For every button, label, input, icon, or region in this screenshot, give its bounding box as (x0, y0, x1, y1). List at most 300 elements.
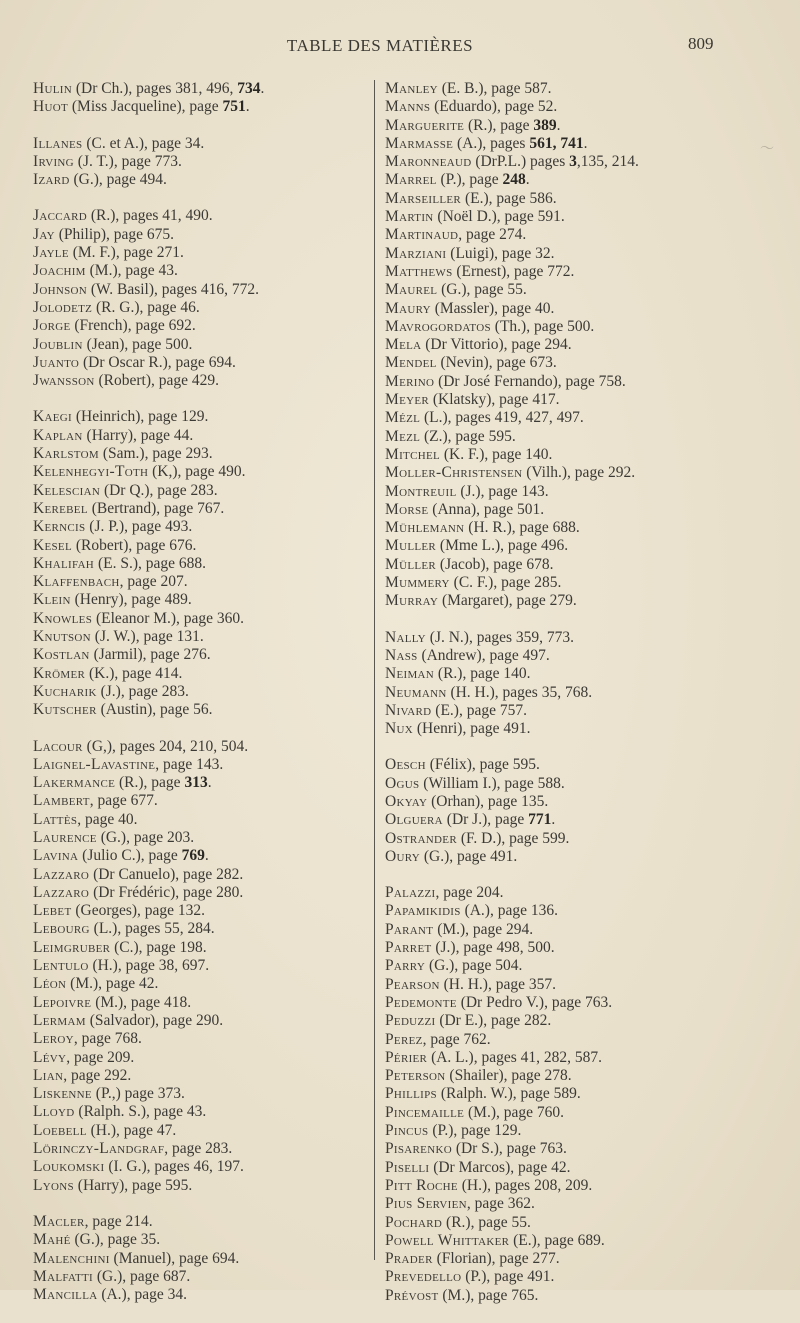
entry-name: Lian (33, 1066, 64, 1084)
entry-name: Okyay (385, 792, 428, 810)
entry-detail: (G,), pages 204, 210, 504. (82, 737, 249, 755)
index-entry (33, 920, 373, 938)
entry-name: Manns (385, 98, 431, 116)
index-entry (385, 464, 785, 482)
index-entry (385, 1049, 785, 1067)
index-section (33, 408, 373, 719)
entry-detail: (G.), page 494. (69, 171, 167, 189)
entry-detail: (Salvador), page 290. (85, 1011, 224, 1029)
entry-bold-page: 771 (528, 811, 552, 829)
entry-detail: , page 283. (164, 1140, 233, 1158)
entry-name: Nally (385, 628, 426, 646)
entry-name: Prader (385, 1250, 433, 1268)
index-entry (385, 574, 785, 592)
index-entry (385, 994, 785, 1012)
entry-detail: (Noël D.), page 591. (433, 208, 565, 226)
entry-bold-page: 389 (533, 116, 557, 134)
entry-tail: . (245, 98, 250, 116)
entry-name: Pius Servien (385, 1195, 467, 1213)
entry-name: Mitchel (385, 445, 440, 463)
entry-name: Lavina (33, 847, 79, 865)
index-column-right (385, 80, 785, 1323)
index-entry (385, 939, 785, 957)
entry-name: Muller (385, 537, 437, 555)
entry-name: Lazzaro (33, 865, 90, 883)
entry-detail: (P.), page 491. (461, 1268, 555, 1286)
index-entry (385, 318, 785, 336)
index-entry (33, 518, 373, 536)
index-entry (33, 792, 373, 810)
entry-name: Kostlan (33, 646, 90, 664)
entry-detail: (H. R.), page 688. (464, 519, 580, 537)
entry-detail: , page 274. (458, 226, 527, 244)
index-entry (33, 354, 373, 372)
entry-detail: (Ralph. W.), page 589. (436, 1085, 581, 1103)
entry-name: Lévy (33, 1048, 67, 1066)
entry-name: Perez (385, 1030, 423, 1048)
index-entry (385, 702, 785, 720)
index-entry (385, 830, 785, 848)
entry-name: Nux (385, 720, 413, 738)
entry-name: Phillips (385, 1085, 437, 1103)
entry-name: Ogus (385, 774, 420, 792)
entry-detail: (Julio C.), page (78, 847, 182, 865)
entry-detail: (A.), pages (453, 134, 530, 152)
entry-name: Mancilla (33, 1286, 98, 1304)
index-entry (385, 391, 785, 409)
entry-name: Huot (33, 98, 69, 116)
entry-detail: (Andrew), page 497. (417, 646, 550, 664)
index-entry (33, 80, 373, 98)
entry-name: Illanes (33, 134, 83, 152)
entry-name: Lebourg (33, 920, 90, 938)
entry-detail: (K,), page 490. (148, 463, 246, 481)
index-entry (385, 483, 785, 501)
entry-detail: (Anna), page 501. (428, 500, 545, 518)
index-entry (385, 775, 785, 793)
index-entry (33, 866, 373, 884)
entry-name: Kaplan (33, 426, 83, 444)
index-entry (33, 262, 373, 280)
index-entry (33, 975, 373, 993)
entry-detail: (M.), page 418. (91, 993, 192, 1011)
index-entry (385, 592, 785, 610)
entry-detail: (Dr E.), page 282. (435, 1012, 552, 1030)
entry-detail: (Florian), page 277. (432, 1250, 560, 1268)
entry-detail: (Vilh.), page 292. (522, 464, 636, 482)
index-entry (33, 463, 373, 481)
entry-detail: (Harry), page 44. (82, 426, 194, 444)
index-entry (385, 1232, 785, 1250)
index-entry (385, 336, 785, 354)
entry-detail: (French), page 692. (70, 317, 196, 335)
entry-name: Leroy (33, 1030, 74, 1048)
index-section (385, 884, 785, 1305)
index-entry (33, 756, 373, 774)
entry-detail: (Dr Ch.), pages 381, 496, (71, 80, 238, 97)
index-entry (385, 153, 785, 171)
index-entry (385, 300, 785, 318)
entry-name: Mezl (385, 427, 421, 445)
index-section (33, 207, 373, 390)
entry-name: Lentulo (33, 957, 89, 975)
entry-detail: (Dr J.), page (442, 811, 529, 829)
index-entry (385, 756, 785, 774)
entry-name: Liskenne (33, 1085, 92, 1103)
index-entry (33, 1250, 373, 1268)
index-section (385, 756, 785, 866)
index-entry (33, 628, 373, 646)
index-entry (385, 1159, 785, 1177)
entry-name: Prevedello (385, 1268, 462, 1286)
entry-name: Mézl (385, 409, 421, 427)
index-entry (33, 171, 373, 189)
entry-detail: (M. F.), page 271. (68, 244, 184, 262)
entry-detail: (Dr Canuelo), page 282. (89, 865, 244, 883)
index-entry (385, 1085, 785, 1103)
index-entry (33, 299, 373, 317)
entry-detail: (H. H.), pages 35, 768. (446, 683, 593, 701)
entry-detail: (F. D.), page 599. (456, 829, 570, 847)
entry-detail: (E.), page 689. (509, 1231, 605, 1249)
entry-bold-page: 751 (222, 98, 246, 116)
entry-detail: (Eduardo), page 52. (430, 98, 558, 116)
entry-detail: (H. H.), page 357. (439, 975, 556, 993)
entry-detail: (M.), page 294. (433, 920, 534, 938)
index-entry (33, 573, 373, 591)
entry-detail: (Jacob), page 678. (436, 555, 554, 573)
entry-detail: , page 768. (73, 1030, 142, 1048)
entry-name: Leimgruber (33, 938, 111, 956)
index-entry (385, 80, 785, 98)
entry-name: Martin (385, 208, 434, 226)
index-entry (385, 409, 785, 427)
entry-name: Marziani (385, 244, 447, 262)
index-entry (33, 98, 373, 116)
entry-detail: (R.), page 140. (434, 665, 531, 683)
entry-detail: (H.), page 47. (86, 1121, 177, 1139)
index-entry (385, 519, 785, 537)
entry-detail: (Henry), page 489. (70, 591, 192, 609)
entry-tail: . (556, 116, 561, 134)
index-entry (33, 994, 373, 1012)
entry-name: Klaffenbach (33, 573, 120, 591)
entry-name: Mavrogordatos (385, 317, 491, 335)
entry-name: Marrel (385, 171, 437, 189)
entry-tail: . (207, 774, 212, 792)
entry-detail: (Dr Q.), page 283. (100, 481, 218, 499)
index-section (385, 80, 785, 611)
index-entry (33, 281, 373, 299)
entry-name: Meyer (385, 391, 430, 409)
entry-detail: (W. Basil), pages 416, 772. (86, 280, 260, 298)
entry-detail: (E.), page 757. (431, 701, 527, 719)
entry-detail: (H.), page 38, 697. (88, 957, 210, 975)
entry-name: Kelescian (33, 481, 101, 499)
entry-name: Johnson (33, 280, 87, 298)
index-entry (33, 829, 373, 847)
entry-name: Kucharik (33, 682, 97, 700)
index-entry (33, 1177, 373, 1195)
index-entry (385, 1012, 785, 1030)
entry-name: Neumann (385, 683, 447, 701)
entry-name: Pochard (385, 1213, 443, 1231)
entry-detail: (P.,) page 373. (91, 1085, 185, 1103)
entry-bold-page: 734 (237, 80, 261, 97)
index-entry (385, 117, 785, 135)
entry-detail: (M.), page 760. (464, 1103, 565, 1121)
entry-detail: (Ralph. S.), page 43. (74, 1103, 207, 1121)
entry-detail: (Massler), page 40. (430, 299, 555, 317)
index-entry (385, 811, 785, 829)
entry-tail: . (583, 134, 588, 152)
index-entry (33, 153, 373, 171)
index-entry (33, 336, 373, 354)
entry-name: Khalifah (33, 554, 95, 572)
page-number: 809 (688, 34, 714, 53)
entry-name: Mahé (33, 1231, 71, 1249)
entry-detail: , page 209. (66, 1048, 135, 1066)
entry-name: Palazzi (385, 884, 436, 902)
entry-name: Marseiller (385, 189, 462, 207)
entry-bold-page: 248 (502, 171, 526, 189)
entry-detail: (H.), pages 208, 209. (457, 1176, 593, 1194)
entry-detail: (C. F.), page 285. (449, 574, 562, 592)
index-entry (33, 427, 373, 445)
entry-name: Parret (385, 939, 432, 957)
index-entry (385, 135, 785, 153)
entry-detail: (Georges), page 132. (71, 902, 206, 920)
entry-name: Oesch (385, 756, 426, 774)
entry-detail: (J.), page 498, 500. (431, 939, 555, 957)
entry-name: Lattès (33, 810, 78, 828)
entry-name: Moller-Christensen (385, 464, 523, 482)
entry-name: Lyons (33, 1176, 74, 1194)
entry-detail: (Dr José Fernando), page 758. (434, 372, 626, 390)
entry-name: Lermam (33, 1011, 86, 1029)
entry-name: Kaegi (33, 408, 72, 426)
entry-detail: (M.), page 42. (66, 975, 159, 993)
entry-name: Ostrander (385, 829, 457, 847)
index-entry (385, 446, 785, 464)
index-entry (385, 902, 785, 920)
index-entry (385, 1031, 785, 1049)
entry-name: Pedemonte (385, 993, 457, 1011)
entry-detail: (Dr Vittorio), page 294. (421, 336, 572, 354)
entry-detail: (K.), page 414. (85, 664, 183, 682)
index-entry (33, 847, 373, 865)
entry-detail: (P.), page 129. (428, 1122, 522, 1140)
index-entry (385, 226, 785, 244)
index-entry (33, 738, 373, 756)
index-entry (33, 555, 373, 573)
entry-detail: (Harry), page 595. (73, 1176, 193, 1194)
entry-detail: (A. L.), pages 41, 282, 587. (427, 1048, 602, 1066)
entry-name: Kutscher (33, 701, 97, 719)
entry-detail: (J. W.), page 131. (90, 628, 204, 646)
index-entry (385, 373, 785, 391)
index-entry (33, 591, 373, 609)
index-section (33, 1213, 373, 1304)
entry-name: Marmasse (385, 134, 454, 152)
index-entry (385, 1250, 785, 1268)
entry-name: Kerebel (33, 499, 88, 517)
entry-detail: (Dr Frédéric), page 280. (89, 883, 244, 901)
index-entry (385, 1067, 785, 1085)
index-column-left (33, 80, 373, 1322)
entry-name: Lambert (33, 792, 90, 810)
index-entry (33, 683, 373, 701)
entry-detail: (Dr S.), page 763. (451, 1140, 567, 1158)
index-section (33, 80, 373, 117)
entry-name: Lloyd (33, 1103, 75, 1121)
entry-detail: (G.), page 55. (437, 281, 527, 299)
entry-name: Jwansson (33, 372, 95, 390)
entry-detail: (Henri), page 491. (412, 720, 531, 738)
entry-detail: (J. N.), pages 359, 773. (425, 628, 575, 646)
entry-detail: , page 40. (77, 810, 138, 828)
entry-detail: (A.), page 136. (460, 902, 558, 920)
entry-name: Pincemaille (385, 1103, 465, 1121)
index-section (33, 738, 373, 1195)
entry-name: Irving (33, 152, 74, 170)
entry-name: Papamikidis (385, 902, 461, 920)
entry-name: Parry (385, 957, 426, 975)
entry-name: Nivard (385, 701, 432, 719)
index-entry (385, 281, 785, 299)
entry-detail: (G.), page 491. (420, 847, 518, 865)
entry-detail: , page 362. (466, 1195, 535, 1213)
entry-name: Montreuil (385, 482, 457, 500)
index-entry (33, 445, 373, 463)
entry-tail: . (551, 811, 556, 829)
entry-name: Powell Whittaker (385, 1231, 510, 1249)
entry-detail: (Th.), page 500. (490, 317, 595, 335)
entry-detail: (L.), pages 419, 427, 497. (420, 409, 584, 427)
index-entry (385, 957, 785, 975)
entry-detail: (R. G.), page 46. (92, 298, 200, 316)
entry-detail: , page 214. (84, 1212, 153, 1230)
entry-name: Pincus (385, 1122, 429, 1140)
entry-name: Kesel (33, 536, 72, 554)
entry-detail: (L.), pages 55, 284. (89, 920, 215, 938)
index-entry (33, 884, 373, 902)
index-entry (33, 1286, 373, 1304)
index-entry (33, 226, 373, 244)
entry-name: Mummery (385, 574, 450, 592)
index-entry (33, 1140, 373, 1158)
entry-name: Loebell (33, 1121, 87, 1139)
index-entry (33, 902, 373, 920)
entry-name: Martinaud (385, 226, 459, 244)
index-entry (33, 701, 373, 719)
index-entry (33, 1067, 373, 1085)
entry-detail: , page 292. (63, 1066, 132, 1084)
entry-tail: ,135, 214. (576, 153, 639, 171)
entry-name: Lakermance (33, 774, 116, 792)
entry-name: Maury (385, 299, 431, 317)
index-entry (33, 1122, 373, 1140)
entry-detail: (M.), page 43. (85, 262, 178, 280)
entry-detail: (J.), page 283. (96, 682, 189, 700)
index-entry (385, 208, 785, 226)
entry-detail: (K. F.), page 140. (439, 445, 553, 463)
index-entry (385, 884, 785, 902)
index-entry (33, 135, 373, 153)
entry-detail: (Robert), page 429. (94, 372, 220, 390)
index-entry (33, 500, 373, 518)
index-entry (33, 244, 373, 262)
index-entry (385, 245, 785, 263)
entry-name: Léon (33, 975, 67, 993)
entry-detail: (R.), page 55. (442, 1213, 531, 1231)
entry-detail: (G.), page 35. (70, 1231, 161, 1249)
entry-detail: (E.), page 586. (461, 189, 557, 207)
index-entry (385, 171, 785, 189)
entry-name: Mühlemann (385, 519, 465, 537)
index-entry (33, 1158, 373, 1176)
index-entry (33, 939, 373, 957)
index-entry (33, 482, 373, 500)
index-entry (385, 1214, 785, 1232)
entry-detail: , page 762. (422, 1030, 491, 1048)
entry-name: Lacour (33, 737, 83, 755)
entry-name: Peterson (385, 1067, 446, 1085)
index-entry (385, 501, 785, 519)
entry-name: Prévost (385, 1286, 439, 1304)
index-entry (385, 263, 785, 281)
entry-name: Knutson (33, 628, 91, 646)
entry-name: Knowles (33, 609, 93, 627)
entry-detail: , page 677. (89, 792, 158, 810)
entry-detail: , page 204. (435, 884, 504, 902)
entry-detail: (R.), page (464, 116, 534, 134)
index-section (385, 629, 785, 739)
entry-detail: (Heinrich), page 129. (71, 408, 209, 426)
index-entry (33, 774, 373, 792)
entry-detail: , page 143. (155, 755, 224, 773)
entry-name: Pitt Roche (385, 1176, 458, 1194)
index-entry (385, 1287, 785, 1305)
entry-name: Manley (385, 80, 438, 97)
entry-detail: (Luigi), page 32. (446, 244, 555, 262)
index-entry (33, 1213, 373, 1231)
index-entry (385, 1140, 785, 1158)
entry-name: Peduzzi (385, 1012, 436, 1030)
entry-tail: . (525, 171, 530, 189)
index-entry (385, 1268, 785, 1286)
index-entry (33, 1231, 373, 1249)
entry-name: Piselli (385, 1158, 430, 1176)
index-entry (385, 1104, 785, 1122)
entry-detail: (William I.), page 588. (419, 774, 565, 792)
entry-detail: (G.), page 504. (425, 957, 523, 975)
entry-detail: (Robert), page 676. (71, 536, 197, 554)
index-entry (385, 647, 785, 665)
index-entry (33, 1085, 373, 1103)
entry-name: Karlstom (33, 445, 99, 463)
index-entry (385, 793, 785, 811)
entry-name: Matthews (385, 262, 453, 280)
entry-name: Macler (33, 1212, 85, 1230)
entry-name: Jorge (33, 317, 71, 335)
entry-detail: (DrP.L.) pages (471, 153, 570, 171)
index-entry (385, 1177, 785, 1195)
entry-detail: (Klatsky), page 417. (429, 391, 560, 409)
entry-name: Müller (385, 555, 437, 573)
index-entry (385, 720, 785, 738)
entry-detail: (Orhan), page 135. (427, 792, 549, 810)
